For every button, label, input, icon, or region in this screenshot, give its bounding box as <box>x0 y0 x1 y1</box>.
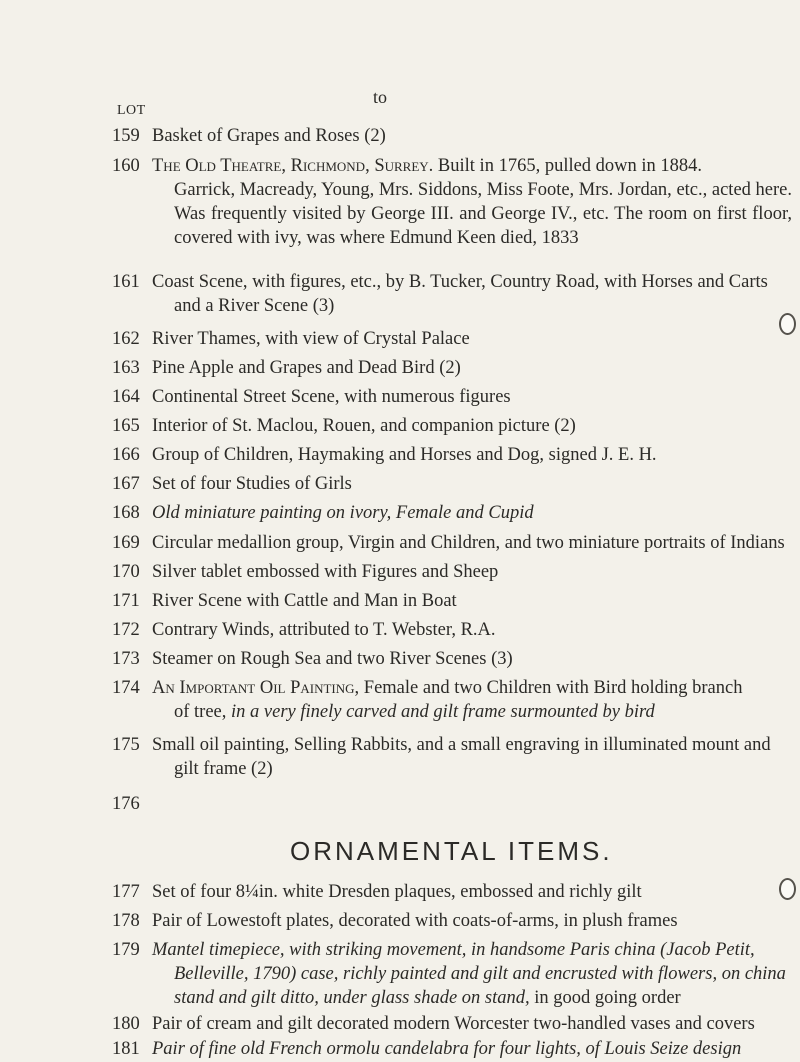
lot-number: 159 <box>112 126 140 146</box>
lot-continuation-italic: in a very finely carved and gilt frame surmounted by bird <box>231 702 655 722</box>
lot-entry <box>112 327 792 351</box>
lot-continuation: gilt frame (2) <box>174 759 273 779</box>
lot-entry <box>112 414 792 438</box>
lot-entry <box>112 501 792 525</box>
lot-number: 169 <box>112 533 140 553</box>
lot-number: 179 <box>112 940 140 960</box>
lot-number: 175 <box>112 735 140 755</box>
lot-description: Set of four 8¼in. white Dresden plaques, embossed and richly gilt <box>152 882 642 902</box>
lot-continuation: of tree, <box>174 702 227 722</box>
lot-entry <box>112 443 792 467</box>
lot-number: 162 <box>112 329 140 349</box>
lot-entry <box>112 385 792 409</box>
lot-entry <box>112 1012 792 1036</box>
lot-number: 164 <box>112 387 140 407</box>
lot-entry <box>112 909 792 933</box>
lot-description: Circular medallion group, Virgin and Children, and two miniature portraits of Indians <box>152 533 785 553</box>
lot-description: Basket of Grapes and Roses (2) <box>152 126 386 146</box>
lot-description: Contrary Winds, attributed to T. Webster, R.A. <box>152 620 496 640</box>
lot-number: 161 <box>112 272 140 292</box>
lot-number: 165 <box>112 416 140 436</box>
lot-description: River Thames, with view of Crystal Palace <box>152 329 470 349</box>
lot-number: 160 <box>112 156 140 176</box>
lot-entry <box>112 676 792 724</box>
lot-number: 171 <box>112 591 140 611</box>
lot-continuation: in good going order <box>534 988 681 1008</box>
lot-number: 172 <box>112 620 140 640</box>
lot-entry <box>112 356 792 380</box>
lot-description: Built in 1765, pulled down in 1884. <box>437 156 703 176</box>
lot-number: 178 <box>112 911 140 931</box>
lot-number: 167 <box>112 474 140 494</box>
lot-entry <box>112 124 792 148</box>
lot-entry <box>112 880 792 904</box>
lot-entry <box>112 531 792 555</box>
lot-number: 166 <box>112 445 140 465</box>
lot-description: Pine Apple and Grapes and Dead Bird (2) <box>152 358 461 378</box>
lot-column-heading: LOT <box>117 103 146 118</box>
lot-number: 170 <box>112 562 140 582</box>
lot-description: Continental Street Scene, with numerous figures <box>152 387 511 407</box>
lot-continuation: and a River Scene (3) <box>174 296 335 316</box>
lot-number: 180 <box>112 1014 140 1034</box>
lot-lead: The Old Theatre, Richmond, Surrey. <box>152 156 434 176</box>
lot-entry <box>112 270 792 318</box>
lot-description: Small oil painting, Selling Rabbits, and a small engraving in illuminated mount and <box>152 735 771 755</box>
lot-entry <box>112 154 792 250</box>
lot-description: Pair of cream and gilt decorated modern Worcester two-handled vases and covers <box>152 1014 755 1034</box>
lot-description: Female and two Children with Bird holding branch <box>363 678 743 698</box>
lot-number: 173 <box>112 649 140 669</box>
lot-description: Mantel timepiece, with striking movement, in handsome Paris china (Jacob Petit, <box>152 940 755 960</box>
lot-description: River Scene with Cattle and Man in Boat <box>152 591 457 611</box>
lot-number: 176 <box>112 794 140 814</box>
lot-description: Pair of Lowestoft plates, decorated with coats-of-arms, in plush frames <box>152 911 678 931</box>
lot-lead: An Important Oil Painting, <box>152 678 360 698</box>
lot-description: Group of Children, Haymaking and Horses and Dog, signed J. E. H. <box>152 445 657 465</box>
lot-number: 163 <box>112 358 140 378</box>
lot-continuation: Garrick, Macready, Young, Mrs. Siddons, Miss Foote, Mrs. Jordan, etc., acted here. Was frequently visited by George III. and George IV., etc. The room on first floor, covered with ivy, was where Edmund Keen died, 1833 <box>174 180 792 248</box>
lot-entry <box>112 938 792 1010</box>
lot-description: Steamer on Rough Sea and two River Scenes (3) <box>152 649 513 669</box>
top-mark: to <box>373 87 388 107</box>
lot-number: 168 <box>112 503 140 523</box>
lot-number: 181 <box>112 1039 140 1059</box>
lot-number: 177 <box>112 882 140 902</box>
lot-entry <box>112 1037 792 1061</box>
lot-continuation-italic: Belleville, 1790) case, richly painted and gilt and encrusted with flowers, on china <box>174 964 786 984</box>
lot-entry <box>112 618 792 642</box>
lot-entry <box>112 647 792 671</box>
lot-continuation-italic: stand and gilt ditto, under glass shade on stand, <box>174 988 530 1008</box>
lot-description: Set of four Studies of Girls <box>152 474 352 494</box>
lot-entry <box>112 733 792 781</box>
lot-description: Pair of fine old French ormolu candelabra for four lights, of Louis Seize design <box>152 1039 742 1059</box>
lot-entry <box>112 472 792 496</box>
lot-entry <box>112 560 792 584</box>
lot-description: Interior of St. Maclou, Rouen, and companion picture (2) <box>152 416 576 436</box>
lot-entry <box>112 589 792 613</box>
lot-description: Silver tablet embossed with Figures and Sheep <box>152 562 499 582</box>
section-heading: ORNAMENTAL ITEMS. <box>290 836 613 866</box>
lot-description: Coast Scene, with figures, etc., by B. Tucker, Country Road, with Horses and Carts <box>152 272 768 292</box>
lot-description: Old miniature painting on ivory, Female and Cupid <box>152 503 534 523</box>
lot-number: 174 <box>112 678 140 698</box>
